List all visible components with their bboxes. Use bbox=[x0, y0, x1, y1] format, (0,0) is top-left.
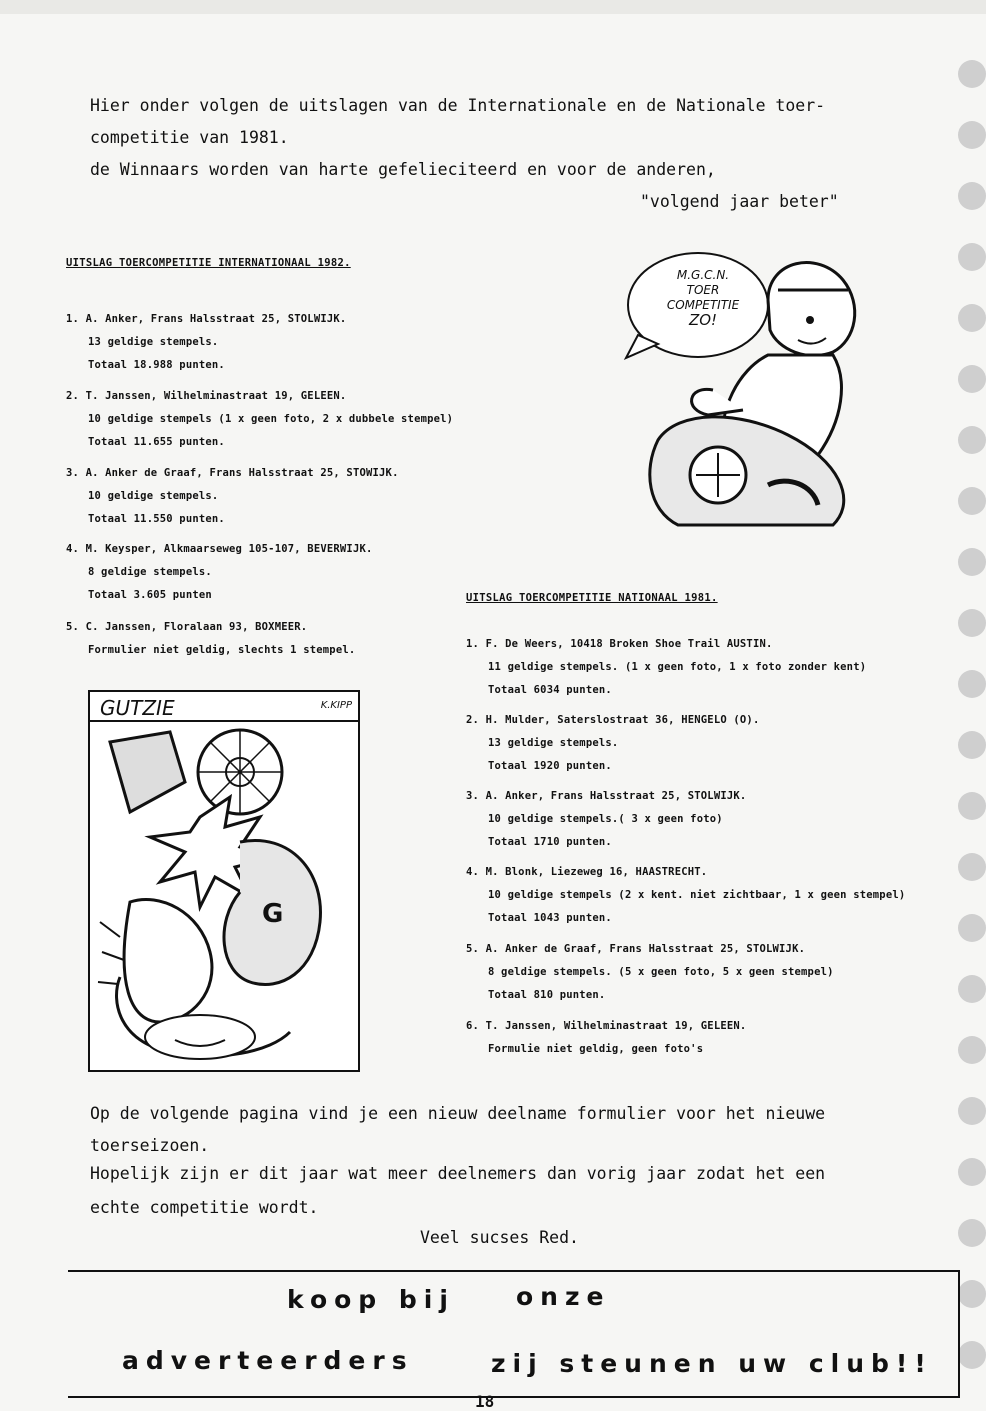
svg-text:G: G bbox=[262, 899, 284, 929]
scan-top-edge bbox=[0, 0, 986, 14]
intro-line-1: Hier onder volgen de uitslagen van de Internationale en de Nationale toer- bbox=[90, 96, 826, 115]
speech-bubble-text: M.G.C.N. TOER COMPETITIE ZO! bbox=[666, 268, 740, 329]
rider-cartoon bbox=[618, 240, 876, 540]
international-entry-5: 5. C. Janssen, Floralaan 93, BOXMEER. Formulier niet geldig, slechts 1 stempel. bbox=[66, 621, 356, 656]
ad-text-zij-steunen: zij steunen uw club!! bbox=[491, 1349, 933, 1378]
national-entry-2: 2. H. Mulder, Saterslostraat 36, HENGELO (O). 13 geldige stempels. Totaal 1920 punten. bbox=[466, 714, 760, 772]
international-heading: UITSLAG TOERCOMPETITIE INTERNATIONAAL 1982. bbox=[66, 257, 351, 269]
signoff: Veel sucses Red. bbox=[420, 1228, 579, 1247]
ad-text-adverteerders: adverteerders bbox=[122, 1346, 414, 1375]
national-entry-5: 5. A. Anker de Graaf, Frans Halsstraat 25, STOLWIJK. 8 geldige stempels. (5 x geen foto, 5 x geen stempel) Totaal 810 punten. bbox=[466, 943, 834, 1001]
international-entry-4: 4. M. Keysper, Alkmaarseweg 105-107, BEVERWIJK. 8 geldige stempels. Totaal 3.605 punten bbox=[66, 543, 373, 601]
advertiser-box bbox=[68, 1270, 960, 1398]
intro-line-3: de Winnaars worden van harte gefelieciteerd en voor de anderen, bbox=[90, 160, 716, 179]
intro-line-2: competitie van 1981. bbox=[90, 128, 289, 147]
binder-holes bbox=[954, 60, 986, 1402]
gutzie-title: GUTZIE bbox=[100, 696, 175, 720]
gutzie-illustration bbox=[90, 722, 354, 1066]
national-entry-3: 3. A. Anker, Frans Halsstraat 25, STOLWIJK. 10 geldige stempels.( 3 x geen foto) Totaal 1710 punten. bbox=[466, 790, 747, 848]
outro-line-3: Hopelijk zijn er dit jaar wat meer deelnemers dan vorig jaar zodat het een bbox=[90, 1164, 826, 1183]
intro-line-4: "volgend jaar beter" bbox=[640, 192, 839, 211]
national-entry-6: 6. T. Janssen, Wilhelminastraat 19, GELEEN. Formulie niet geldig, geen foto's bbox=[466, 1020, 747, 1055]
national-heading: UITSLAG TOERCOMPETITIE NATIONAAL 1981. bbox=[466, 592, 718, 604]
outro-line-1: Op de volgende pagina vind je een nieuw deelname formulier voor het nieuwe bbox=[90, 1104, 826, 1123]
international-entry-3: 3. A. Anker de Graaf, Frans Halsstraat 25, STOWIJK. 10 geldige stempels. Totaal 11.550 punten. bbox=[66, 467, 399, 525]
national-entry-1: 1. F. De Weers, 10418 Broken Shoe Trail AUSTIN. 11 geldige stempels. (1 x geen foto, 1 x foto zonder kent) Totaal 6034 punten. bbox=[466, 638, 867, 696]
gutzie-cartoon bbox=[88, 690, 360, 1072]
outro-line-2: toerseizoen. bbox=[90, 1136, 210, 1155]
international-entry-2: 2. T. Janssen, Wilhelminastraat 19, GELEEN. 10 geldige stempels (1 x geen foto, 2 x dubbele stempel) Totaal 11.655 punten. bbox=[66, 390, 454, 448]
page-number: 18 bbox=[475, 1392, 495, 1411]
national-entry-4: 4. M. Blonk, Liezeweg 16, HAASTRECHT. 10 geldige stempels (2 x kent. niet zichtbaar, 1 x geen stempel) Totaal 1043 punten. bbox=[466, 866, 906, 924]
outro-line-4: echte competitie wordt. bbox=[90, 1198, 319, 1217]
ad-text-onze: onze bbox=[516, 1282, 611, 1311]
ad-text-koop-bij: koop bij bbox=[287, 1285, 455, 1314]
international-entry-1: 1. A. Anker, Frans Halsstraat 25, STOLWIJK. 13 geldige stempels. Totaal 18.988 punten. bbox=[66, 313, 347, 371]
gutzie-signature: K.KIPP bbox=[320, 700, 352, 711]
